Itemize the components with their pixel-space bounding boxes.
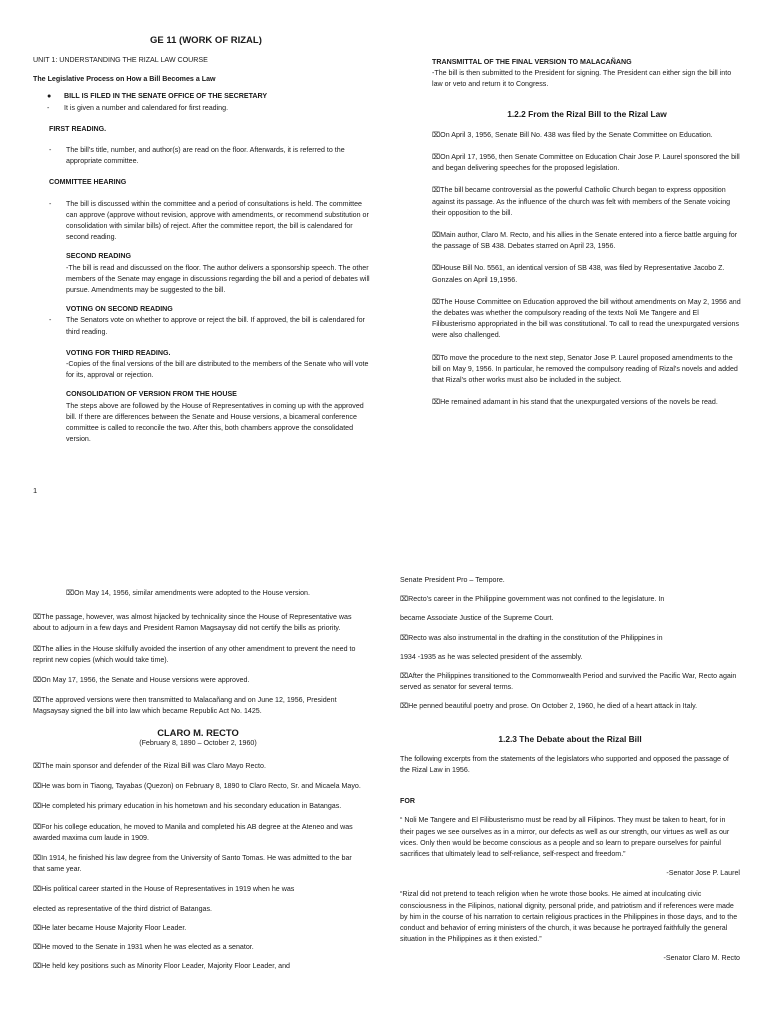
consolidation-block [33,389,371,445]
unit-heading: UNIT 1: UNDERSTANDING THE RIZAL LAW COURSE [33,56,208,64]
filed-text-item [33,103,371,114]
committee-heading: COMMITTEE HEARING [49,178,127,187]
passage-item: ⌧On May 17, 1956, the Senate and House versions were approved. [33,676,250,685]
dash-marker: - [49,199,52,208]
left-column-page-2 [33,588,363,972]
committee-text: The bill is discussed within the committee and a period of consultations is held. The committee can approve (approve without revision, approve with amendments, or recommend substitution or consolidation with similar bills) of reject. After the committee report, the bill is calendared for second reading. [66,199,369,242]
pro-tempore-line: Senate President Pro – Tempore. [400,576,505,584]
biography-item: ⌧For his college education, he moved to Manila and completed his AB degree at the Ateneo and was awarded maxima cum laude in 1909. [33,822,353,842]
career-line-1: ⌧His political career started in the House of Representatives in 1919 when he was [33,885,295,894]
debate-intro: The following excerpts from the statements of the legislators who supported and opposed the passage of the Rizal Law in 1956. [400,754,729,775]
career-not-confined-item: ⌧Recto’s career in the Philippine government was not confined to the legislature. In [400,595,665,604]
bullet-marker: ● [47,92,52,101]
biography-item: ⌧He completed his primary education in his hometown and his secondary education in Batangas. [33,802,342,811]
voting-second-heading: VOTING ON SECOND READING [66,305,173,314]
poetry-item: ⌧He penned beautiful poetry and prose. On October 2, 1960, he died of a heart attack in Italy. [400,702,698,711]
senate-1931-item: ⌧He moved to the Senate in 1931 when he was elected as a senator. [33,943,254,952]
career-line-2: elected as representative of the third district of Batangas. [33,904,213,913]
second-reading-text: -The bill is read and discussed on the floor. The author delivers a sponsorship speech. The other members of the Senate may engage in discussions regarding the bill and a period of debates will pursue. Amendments may be suggested to the bill. [66,263,370,295]
first-reading-item [33,145,371,167]
timeline-item: ⌧Main author, Claro M. Recto, and his allies in the Senate entered into a fierce battle arguing for the passage of SB 438. Debates starred on April 23, 1956. [432,231,738,251]
instrumental-item: ⌧Recto was also instrumental in the drafting in the constitution of the Philippines in [400,633,663,642]
biography-item: ⌧In 1914, he finished his law degree from the University of Santo Tomas. He was admitted to the bar that same year. [33,854,352,874]
filed-heading: BILL IS FILED IN THE SENATE OFFICE OF THE SECRETARY [64,92,268,101]
laurel-attribution: -Senator Jose P. Laurel [666,869,740,878]
recto-title: CLARO M. RECTO [157,726,239,738]
associate-justice-line: became Associate Justice of the Supreme Court. [400,614,554,623]
filed-text: It is given a number and calendared for first reading. [64,103,229,112]
may14-item: ⌧On May 14, 1956, similar amendments were adopted to the House version. [66,589,310,597]
left-column-page-1 [33,55,371,445]
document-page-2 [0,512,768,1024]
recto-dates: (February 8, 1890 – October 2, 1960) [139,738,257,747]
timeline-item: ⌧The bill became controversial as the powerful Catholic Church began to express opposition against its passage. As the influence of the church was felt with members of the Senate voicing their opposition to the bill. [432,186,731,217]
consolidation-text: The steps above are followed by the House of Representatives in coming up with the approved bill. If there are differences between the Senate and House versions, a bicameral conference committee is called to reconcile the two. After this, both chambers approve the consolidated version. [66,401,364,444]
dash-marker: - [49,146,52,155]
voting-third-text: -Copies of the final versions of the bill are distributed to the members of the Senate who will vote for its, approval or rejection. [66,360,369,380]
passage-item: ⌧The passage, however, was almost hijacked by technicality since the House of Representative was about to adjourn in a few days and President Ramon Magsaysay did not certify the bills as priority. [33,613,352,633]
for-label: FOR [400,797,415,806]
right-column-page-1 [432,57,742,419]
instrumental-line-2: 1934 -1935 as he was selected president of the assembly. [400,652,583,661]
document-title: GE 11 (WORK OF RIZAL) [150,35,262,46]
page-number: 1 [33,486,38,495]
voting-second-item [33,315,371,337]
second-reading-block [33,251,371,296]
laurel-quote: “ Noli Me Tangere and El Filibusterismo must be read by all Filipinos. They must be taken to heart, for in their pages we see ourselves as in a mirror, our defects as well as our strength, our virtues as well as our vices. Only then would be become conscious as a people and so learn to prepare ourselves for painful sacrifices that ultimately lead to self-reliance, self-respect and freedom.” [400,816,730,859]
voting-third-block [33,348,371,382]
majority-leader-item: ⌧He later became House Majority Floor Leader. [33,923,187,932]
commonwealth-item: ⌧After the Philippines transitioned to the Commonwealth Period and survived the Pacific War, Recto again served as senator for several terms. [400,672,737,692]
timeline-item: ⌧On April 3, 1956, Senate Bill No. 438 was filed by the Senate Committee on Education. [432,130,713,139]
timeline-item: ⌧He remained adamant in his stand that the unexpurgated versions of the novels be read. [432,398,718,407]
section-1-2-3-heading: 1.2.3 The Debate about the Rizal Bill [498,733,642,744]
biography-item: ⌧He was born in Tiaong, Tayabas (Quezon) on February 8, 1890 to Claro Recto, Sr. and Micaela Mayo. [33,782,361,791]
first-reading-heading: FIRST READING. [49,124,107,133]
biography-item: ⌧The main sponsor and defender of the Rizal Bill was Claro Mayo Recto. [33,762,266,771]
right-column-page-2 [400,575,740,965]
filed-heading-item [33,91,371,102]
timeline-item: ⌧To move the procedure to the next step, Senator Jose P. Laurel proposed amendments to the bill on May 9, 1956. In particular, he removed the compulsory reading of Rizal’s novels and added that Rizal’s other works must also be included in the subject. [432,353,738,385]
key-positions-item: ⌧He held key positions such as Minority Floor Leader, Majority Floor Leader, and [33,962,290,971]
section-1-2-2-heading: 1.2.2 From the Rizal Bill to the Rizal Law [507,108,667,119]
timeline-item: ⌧On April 17, 1956, then Senate Committee on Education Chair Jose P. Laurel sponsored the bill and began delivering speeches for the proposed legislation. [432,153,740,173]
second-reading-heading: SECOND READING [66,252,132,261]
subtitle: The Legislative Process on How a Bill Becomes a Law [33,75,216,84]
recto-quote: “Rizal did not pretend to teach religion when he wrote those books. He aimed at inculcating civic consciousness in the Filipinos, national dignity, personal pride, and patriotism and if references were made by him in the course of his narration to certain religious practices in the Philippines in those days, and to the conduct and behavior of erring ministers of the church, it was because he portrayed faithfully the general situation in the Philippines as it then existed.” [400,890,738,944]
transmittal-heading: TRANSMITTAL OF THE FINAL VERSION TO MALACAÑANG [432,58,632,66]
passage-item: ⌧The allies in the House skilfully avoided the insertion of any other amendment to prevent the need to reprint new copies (which would take time). [33,644,356,664]
consolidation-heading: CONSOLIDATION OF VERSION FROM THE HOUSE [66,390,237,399]
rizal-law-timeline [432,130,742,409]
timeline-item: ⌧House Bill No. 5561, an identical version of SB 438, was filed by Representative Jacobo Z. Gonzales on April 19,1956. [432,264,725,284]
dash-marker: - [49,316,52,325]
passage-items [33,612,363,717]
voting-second-text: The Senators vote on whether to approve or reject the bill. If approved, the bill is calendared for third reading. [66,316,365,336]
timeline-item: ⌧The House Committee on Education approved the bill without amendments on May 2, 1956 and the debates was whether the compulsory reading of the texts Noli Me Tangere and El Filibusterismo appropriated in the bill was constitutional. To call to read the unexpurgated versions were also challenged. [432,297,741,340]
voting-third-heading: VOTING FOR THIRD READING. [66,348,171,357]
first-reading-text: The bill’s title, number, and author(s) are read on the floor. Afterwards, it is referred to the appropriate committee. [66,146,345,166]
passage-item: ⌧The approved versions were then transmitted to Malacañang and on June 12, 1956, President Magsaysay signed the bill into law which became Republic Act No. 1425. [33,696,337,716]
recto-biography-items [33,761,363,875]
voting-second-block [33,304,371,315]
dash-marker: - [47,103,50,112]
transmittal-text: -The bill is then submitted to the President for signing. The President can either sign the bill into law or veto and return it to Congress. [432,69,732,89]
recto-attribution: -Senator Claro M. Recto [663,954,740,963]
committee-item [33,199,371,244]
